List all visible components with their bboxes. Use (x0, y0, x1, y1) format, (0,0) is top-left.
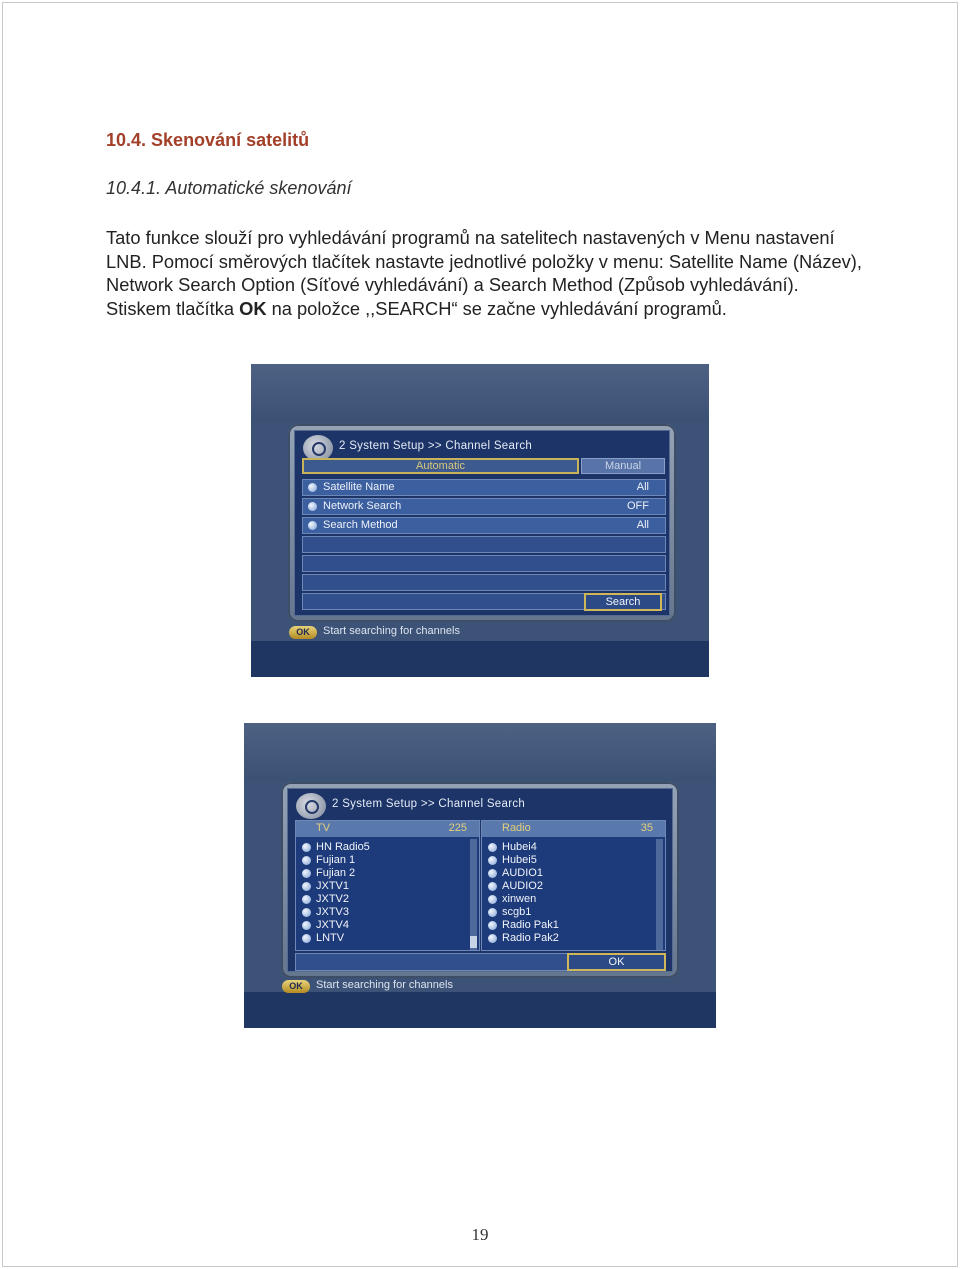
radio-list-scrollbar[interactable] (656, 839, 663, 950)
scroll-thumb[interactable] (470, 936, 477, 948)
tab-automatic[interactable]: Automatic (302, 458, 579, 474)
menu-row-empty (302, 536, 666, 553)
tv-channel-item[interactable] (296, 919, 469, 932)
screen-bottom-band (251, 641, 709, 677)
dialog-title: 2 System Setup >> Channel Search (339, 440, 533, 452)
radio-header-label: Radio (502, 822, 531, 834)
radio-channel-list[interactable] (481, 820, 666, 951)
bullet-icon (488, 843, 497, 852)
hint-text: Start searching for channels (316, 979, 453, 991)
channel-name: Radio Pak2 (502, 932, 559, 944)
tab-manual[interactable]: Manual (581, 458, 665, 474)
tv-channel-item[interactable] (296, 854, 469, 867)
radio-channel-item[interactable] (482, 854, 655, 867)
screenshot-search-results (244, 723, 716, 1028)
ok-key-icon: OK (289, 626, 317, 639)
menu-row-empty (302, 555, 666, 572)
channel-name: xinwen (502, 893, 537, 905)
bullet-icon (302, 856, 311, 865)
menu-row-satellite-name[interactable] (302, 479, 666, 496)
bullet-icon (302, 934, 311, 943)
channel-name: AUDIO2 (502, 880, 543, 892)
bullet-icon (302, 843, 311, 852)
radio-channel-item[interactable] (482, 932, 655, 945)
subsection-heading: 10.4.1. Automatické skenování (106, 178, 352, 198)
dialog-title: 2 System Setup >> Channel Search (332, 798, 526, 810)
radio-channel-item[interactable] (482, 893, 655, 906)
search-button[interactable]: Search (584, 593, 662, 611)
channel-name: Fujian 1 (316, 854, 356, 866)
dialog-body (294, 430, 670, 616)
tv-channel-item[interactable] (296, 867, 469, 880)
row-value: All (636, 481, 649, 493)
hint-text: Start searching for channels (323, 625, 460, 637)
bullet-icon (488, 856, 497, 865)
body-paragraph (106, 226, 866, 320)
ok-hint (289, 625, 549, 641)
row-label: Satellite Name (323, 481, 395, 493)
channel-name: Hubei5 (502, 854, 537, 866)
bullet-icon (302, 882, 311, 891)
ok-key-icon: OK (282, 980, 310, 993)
radio-channel-item[interactable] (482, 906, 655, 919)
bullet-icon (308, 483, 317, 492)
tv-channel-item[interactable] (296, 841, 469, 854)
channel-name: AUDIO1 (502, 867, 543, 879)
bullet-icon (488, 869, 497, 878)
channel-name: LNTV (316, 932, 345, 944)
section-heading: 10.4. Skenování satelitů (106, 130, 310, 150)
system-setup-icon (296, 793, 326, 819)
channel-name: Fujian 2 (316, 867, 356, 879)
tv-channel-item[interactable] (296, 906, 469, 919)
channel-name: Hubei4 (502, 841, 537, 853)
menu-row-network-search[interactable] (302, 498, 666, 515)
radio-channel-item[interactable] (482, 919, 655, 932)
channel-name: HN Radio5 (316, 841, 370, 853)
radio-channel-item[interactable] (482, 867, 655, 880)
radio-channel-item[interactable] (482, 841, 655, 854)
radio-list-header (482, 821, 665, 837)
radio-channel-item[interactable] (482, 880, 655, 893)
channel-name: JXTV4 (316, 919, 350, 931)
tv-channel-item[interactable] (296, 880, 469, 893)
radio-channel-count: 35 (640, 822, 653, 834)
bullet-icon (308, 521, 317, 530)
channel-search-dialog (288, 424, 676, 622)
page-number: 19 (471, 1225, 489, 1244)
tv-channel-item[interactable] (296, 932, 469, 945)
row-value: All (636, 519, 649, 531)
tv-list-scrollbar[interactable] (470, 839, 477, 950)
bullet-icon (302, 895, 311, 904)
menu-row-empty (302, 574, 666, 591)
channel-name: Radio Pak1 (502, 919, 559, 931)
menu-row-search-method[interactable] (302, 517, 666, 534)
screen-top-band (244, 723, 716, 781)
bullet-icon (488, 921, 497, 930)
screen-bottom-band (244, 992, 716, 1028)
row-value: OFF (627, 500, 649, 512)
ok-button[interactable]: OK (567, 953, 666, 971)
bullet-icon (302, 921, 311, 930)
dialog-title-row (288, 789, 672, 823)
channel-name: JXTV2 (316, 893, 350, 905)
bullet-icon (302, 869, 311, 878)
tv-header-label: TV (316, 822, 331, 834)
channel-name: scgb1 (502, 906, 532, 918)
dialog-body (287, 788, 673, 972)
tv-channel-list[interactable] (295, 820, 480, 951)
bullet-icon (302, 908, 311, 917)
paragraph-text-2: na položce ,,SEARCH“ se začne vyhledávání programů. (266, 297, 727, 319)
ok-hint (282, 979, 542, 995)
bullet-icon (488, 934, 497, 943)
bullet-icon (488, 895, 497, 904)
bullet-icon (488, 908, 497, 917)
paragraph-bold-ok: OK (239, 297, 267, 319)
channel-name: JXTV1 (316, 880, 350, 892)
row-label: Search Method (323, 519, 398, 531)
screen-top-band (251, 364, 709, 422)
bullet-icon (308, 502, 317, 511)
channel-name: JXTV3 (316, 906, 350, 918)
bullet-icon (488, 882, 497, 891)
channel-search-dialog (281, 782, 679, 978)
tv-list-header (296, 821, 479, 837)
screenshot-automatic-search (251, 364, 709, 677)
row-label: Network Search (323, 500, 402, 512)
tv-channel-count: 225 (448, 822, 467, 834)
tv-channel-item[interactable] (296, 893, 469, 906)
paragraph-text-1: Tato funkce slouží pro vyhledávání programů na satelitech nastavených v Menu nastavení LNB. Pomocí směrových tlačítek nastavte jednotlivé položky v menu: Satellite Name (Název), Network Search Option (Síťové vyhledávání) a Search Method (Způsob vyhledávání). Stiskem tlačítka (106, 227, 862, 319)
